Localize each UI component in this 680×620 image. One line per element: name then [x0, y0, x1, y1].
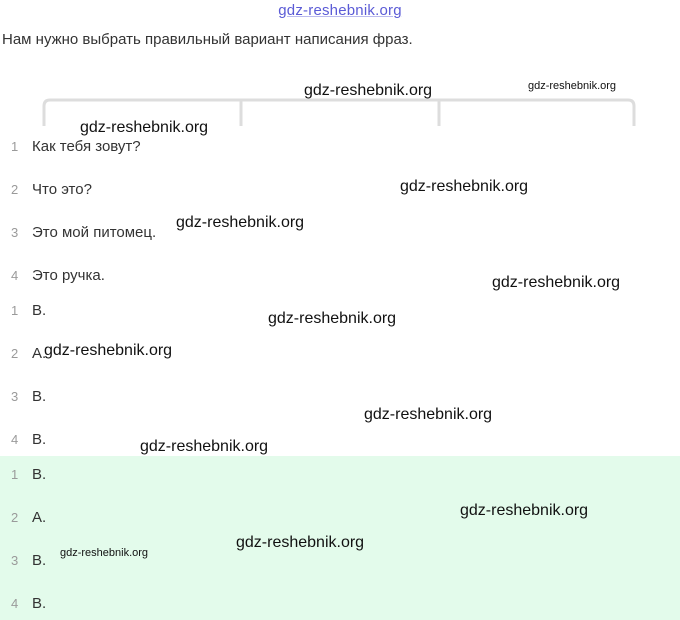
question-number: 2 [11, 181, 19, 197]
watermark-text: gdz-reshebnik.org [400, 178, 529, 195]
question-number: 1 [11, 138, 19, 154]
answer-number: 2 [11, 509, 19, 525]
instruction-text: Нам нужно выбрать правильный вариант написания фраз. [2, 31, 413, 48]
watermark-text: gdz-reshebnik.org [80, 119, 209, 136]
watermark-text: gdz-reshebnik.org [60, 547, 149, 559]
option-row-3 [0, 381, 680, 411]
question-number: 4 [11, 267, 19, 283]
question-text: Как тебя зовут? [32, 137, 141, 155]
option-row-4 [0, 424, 680, 454]
question-text: Что это? [32, 180, 92, 198]
answer-number: 4 [11, 595, 19, 611]
question-text: Это мой питомец. [32, 223, 157, 241]
watermark-text: gdz-reshebnik.org [304, 82, 433, 99]
answer-text: A. [32, 508, 47, 526]
header-watermark: gdz-reshebnik.org [278, 2, 402, 19]
watermark-text: gdz-reshebnik.org [140, 438, 269, 455]
watermark-text: gdz-reshebnik.org [528, 80, 617, 92]
option-text: B. [32, 387, 47, 405]
watermark-text: gdz-reshebnik.org [236, 534, 365, 551]
watermark-text: gdz-reshebnik.org [176, 214, 305, 231]
question-row-2 [0, 174, 680, 204]
answer-row-4 [0, 588, 680, 618]
watermark-text: gdz-reshebnik.org [364, 406, 493, 423]
watermark-text: gdz-reshebnik.org [268, 310, 397, 327]
question-row-3 [0, 217, 680, 247]
question-text: Это ручка. [32, 266, 105, 284]
answer-row-1 [0, 459, 680, 489]
option-text: A. [32, 344, 47, 362]
option-text: B. [32, 430, 47, 448]
answer-text: B. [32, 465, 47, 483]
answer-number: 1 [11, 466, 19, 482]
option-number: 4 [11, 431, 19, 447]
question-number: 3 [11, 224, 19, 240]
answer-text: B. [32, 594, 47, 612]
option-number: 3 [11, 388, 19, 404]
watermark-text: gdz-reshebnik.org [492, 274, 621, 291]
watermark-text: gdz-reshebnik.org [44, 342, 173, 359]
option-number: 2 [11, 345, 19, 361]
answer-number: 3 [11, 552, 19, 568]
option-text: B. [32, 301, 47, 319]
watermark-text: gdz-reshebnik.org [460, 502, 589, 519]
answer-text: B. [32, 551, 47, 569]
option-number: 1 [11, 302, 19, 318]
